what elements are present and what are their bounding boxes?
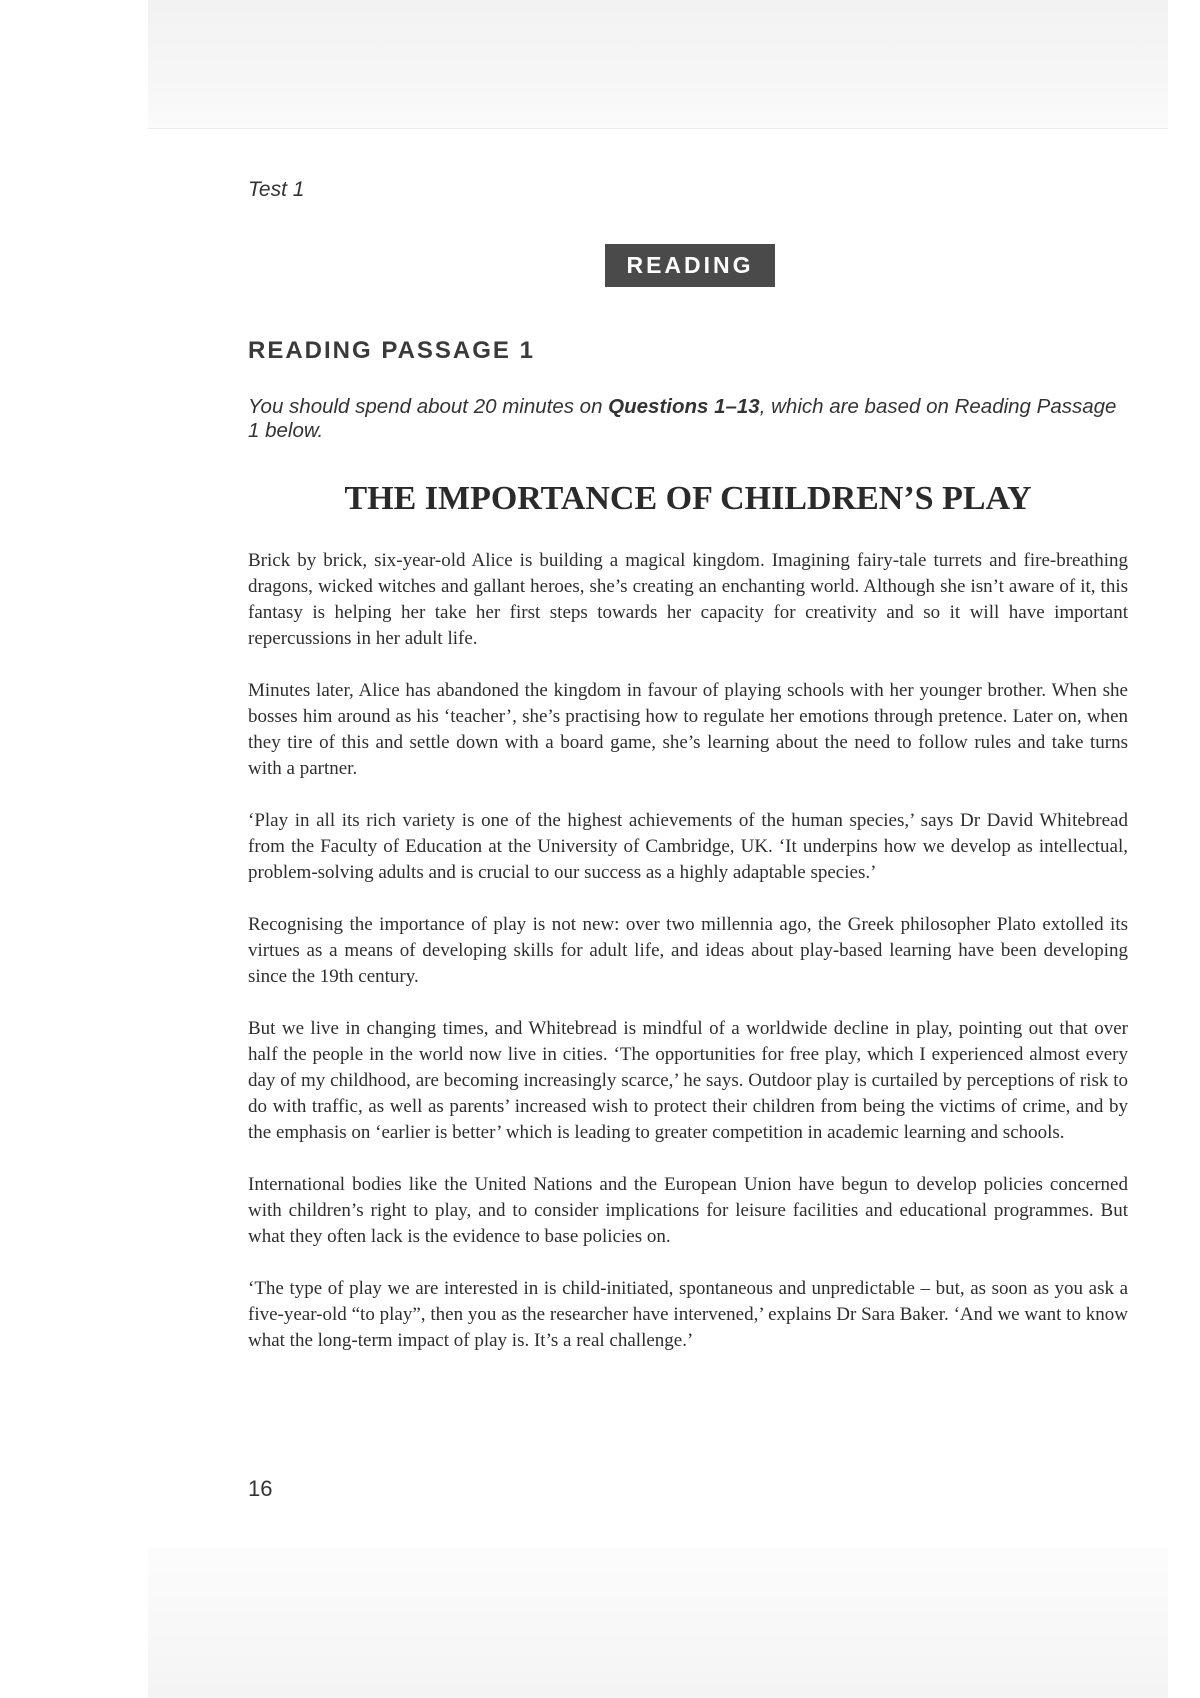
paragraph: International bodies like the United Nations and the European Union have begun to develop policies concerned with children’s right to play, and to consider implications for leisure facilities and educational programmes. But what they often lack is the evidence to base policies on. [248, 1174, 1128, 1247]
paragraph: Minutes later, Alice has abandoned the kingdom in favour of playing schools with her younger brother. When she bosses him around as his ‘teacher’, she’s practising how to regulate her emotions through pretence. Later on, when they tire of this and settle down with a board game, she’s learning about the need to follow rules and take turns with a partner. [248, 680, 1128, 779]
paragraph: But we live in changing times, and Whitebread is mindful of a worldwide decline in play, pointing out that over half the people in the world now live in cities. ‘The opportunities for free play, which I experienced almost every day of my childhood, are becoming increasingly scarce,’ he says. Outdoor play is curtailed by perceptions of risk to do with traffic, as well as parents’ increased wish to protect their children from being the victims of crime, and by the emphasis on ‘earlier is better’ which is leading to greater competition in academic learning and schools. [248, 1018, 1128, 1143]
instructions-suffix: , which are based on Reading Passage 1 below. [248, 395, 1117, 442]
paragraph: Brick by brick, six-year-old Alice is building a magical kingdom. Imagining fairy-tale turrets and fire-breathing dragons, wicked witches and gallant heroes, she’s creating an enchanting world. Although she isn’t aware of it, this fantasy is helping her take her first steps towards her capacity for creativity and so it will have important repercussions in her adult life. [248, 550, 1128, 649]
instructions-prefix: You should spend about 20 minutes on [248, 395, 609, 418]
scan-margin-left [0, 0, 148, 1698]
article-body [248, 548, 1128, 1380]
paragraph: ‘Play in all its rich variety is one of the highest achievements of the human species,’ says Dr David Whitebread from the Faculty of Education at the University of Cambridge, UK. ‘It underpins how we develop as intellectual, problem-solving adults and is crucial to our success as a highly adaptable species.’ [248, 810, 1128, 883]
test-label: Test 1 [248, 178, 305, 201]
instructions-questions: Questions 1–13 [608, 395, 760, 418]
scan-shadow-bottom [148, 1548, 1168, 1698]
section-badge: READING [605, 244, 775, 287]
scan-shadow-top [148, 0, 1168, 129]
passage-heading: READING PASSAGE 1 [248, 337, 535, 364]
page-number: 16 [248, 1476, 273, 1501]
instructions [248, 395, 1128, 443]
article-title: THE IMPORTANCE OF CHILDREN’S PLAY [344, 480, 1032, 517]
paragraph: Recognising the importance of play is not new: over two millennia ago, the Greek philosopher Plato extolled its virtues as a means of developing skills for adult life, and ideas about play-based learning have been developing since the 19th century. [248, 914, 1128, 987]
paragraph: ‘The type of play we are interested in is child-initiated, spontaneous and unpredictable – but, as soon as you ask a five-year-old “to play”, then you as the researcher have intervened,’ explains Dr Sara Baker. ‘And we want to know what the long-term impact of play is. It’s a real challenge.’ [248, 1278, 1128, 1351]
